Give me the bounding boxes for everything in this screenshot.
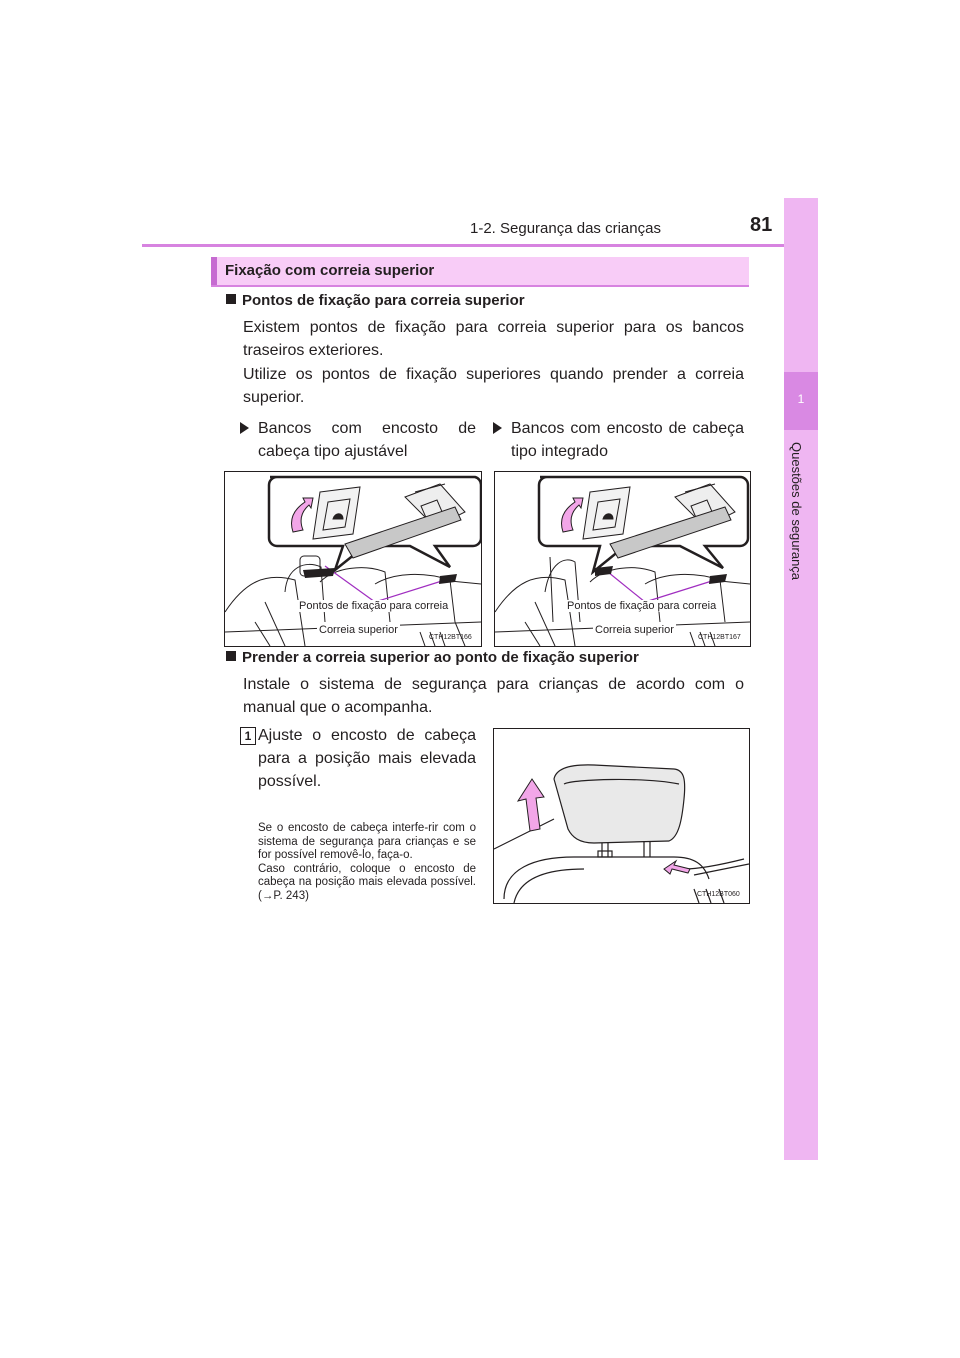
headrest-illustration <box>494 729 749 903</box>
triangle-bullet-icon <box>240 422 249 434</box>
figure-code-step: CTH12BT060 <box>697 891 740 898</box>
heading-anchor-points-text: Pontos de fixação para correia superior <box>242 292 525 309</box>
chapter-label-wrap <box>789 442 813 602</box>
triangle-bullet-icon <box>493 422 502 434</box>
bullet-integrated-text: Bancos com encosto de cabeça tipo integrado <box>511 420 744 460</box>
heading-attach-strap-text: Prender a correia superior ao ponto de fixação superior <box>242 649 639 666</box>
step-number-box: 1 <box>240 727 256 745</box>
chapter-label: Questões de segurança <box>789 442 804 581</box>
label-top-strap-left: Correia superior <box>319 624 398 636</box>
page-number: 81 <box>750 214 773 236</box>
figure-adjustable-headrest <box>224 471 482 647</box>
chapter-side-tab <box>784 198 818 1160</box>
square-bullet-icon <box>226 294 236 304</box>
chapter-number: 1 <box>797 392 805 406</box>
bullet-adjustable-text: Bancos com encosto de cabeça tipo ajustável <box>258 420 476 460</box>
figure-headrest-raised <box>493 728 750 904</box>
step-1-note-line2: Caso contrário, coloque o encosto de cabeça na posição mais elevada possível. (→P. 243) <box>258 862 476 902</box>
figure-integrated-headrest <box>494 471 751 647</box>
step-1-text: Ajuste o encosto de cabeça para a posição mais elevada possível. <box>258 727 476 790</box>
step-1-note <box>258 822 476 903</box>
bullet-adjustable-headrest <box>258 417 476 463</box>
section-title-bar <box>211 257 749 287</box>
figure-code-left: CTH12BT166 <box>429 634 472 641</box>
label-anchor-points-left: Pontos de fixação para correia <box>299 600 449 612</box>
seat-anchor-illustration-right <box>495 472 750 646</box>
label-top-strap-right: Correia superior <box>595 624 674 636</box>
paragraph-use-anchors: Utilize os pontos de fixação superiores quando prender a correia superior. <box>243 366 744 406</box>
label-anchor-points-right: Pontos de fixação para correia <box>567 600 717 612</box>
section-accent <box>211 257 217 285</box>
square-bullet-icon <box>226 651 236 661</box>
header-title: 1-2. Segurança das crianças <box>470 220 661 237</box>
section-title: Fixação com correia superior <box>225 262 435 279</box>
bullet-integrated-headrest <box>511 417 744 463</box>
paragraph-anchor-exist: Existem pontos de fixação para correia superior para os bancos traseiros exteriores. <box>243 319 744 359</box>
heading-anchor-points <box>226 292 525 309</box>
header-rule <box>142 244 818 247</box>
seat-anchor-illustration-left <box>225 472 481 646</box>
heading-attach-strap <box>226 649 639 666</box>
figure-code-right: CTH12BT167 <box>698 634 741 641</box>
step-1-note-line1: Se o encosto de cabeça interfe-rir com o sistema de segurança para crianças e se for possível removê-lo, faça-o. <box>258 822 476 861</box>
paragraph-install-manual: Instale o sistema de segurança para crianças de acordo com o manual que o acompanha. <box>243 676 744 716</box>
